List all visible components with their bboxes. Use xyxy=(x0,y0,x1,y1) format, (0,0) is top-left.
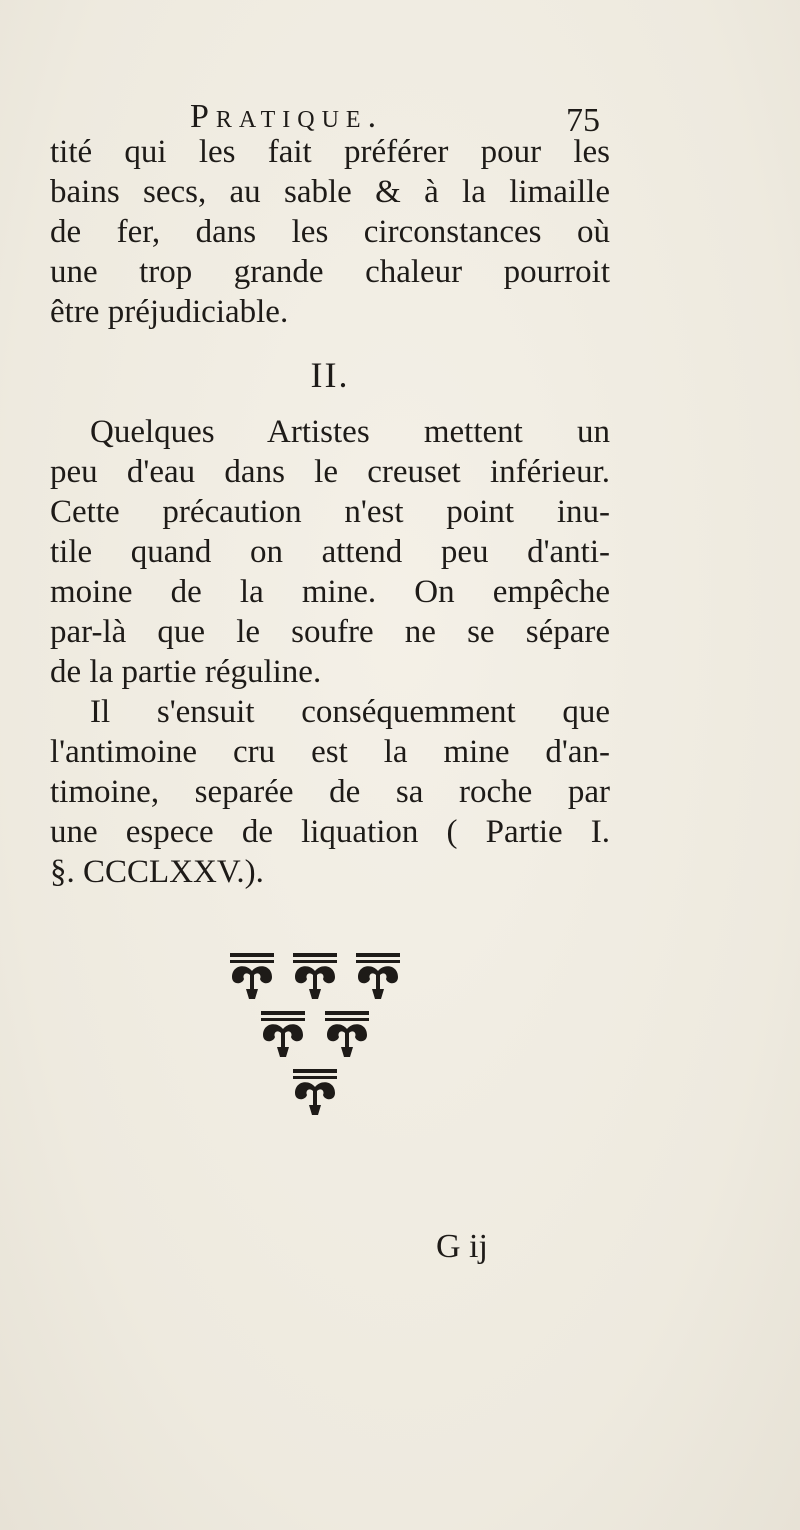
running-head: Pratique. xyxy=(190,98,384,135)
section-body xyxy=(50,412,610,892)
text-line: Cette précaution n'est point inu- xyxy=(50,494,610,530)
text-line: une trop grande chaleur pourroit xyxy=(50,254,610,290)
text-line: §. CCCLXXV.). xyxy=(50,854,264,890)
text-line: de fer, dans les circonstances où xyxy=(50,214,610,250)
text-line: être préjudiciable. xyxy=(50,294,289,330)
text-line: tile quand on attend peu d'anti- xyxy=(50,534,610,570)
signature-mark: G ij xyxy=(436,1228,488,1265)
text-line: l'antimoine cru est la mine d'an- xyxy=(50,734,610,770)
text-line: Il s'ensuit conséquemment que xyxy=(90,694,610,730)
text-line: une espece de liquation ( Partie I. xyxy=(50,814,610,850)
text-line: bains secs, au sable & à la limaille xyxy=(50,174,610,210)
text-line: tité qui les fait préférer pour les xyxy=(50,134,610,170)
text-line: de la partie réguline. xyxy=(50,654,322,690)
fleuron-ornament-icon xyxy=(215,945,415,1115)
section-number: II. xyxy=(310,355,350,395)
page-number: 75 xyxy=(566,102,600,139)
text-line: Quelques Artistes mettent un xyxy=(90,414,610,450)
text-line: par-là que le soufre ne se sépare xyxy=(50,614,610,650)
text-line: peu d'eau dans le creuset inférieur. xyxy=(50,454,610,490)
text-line: timoine, separée de sa roche par xyxy=(50,774,610,810)
paragraph-continued xyxy=(50,132,610,332)
text-line: moine de la mine. On empêche xyxy=(50,574,610,610)
